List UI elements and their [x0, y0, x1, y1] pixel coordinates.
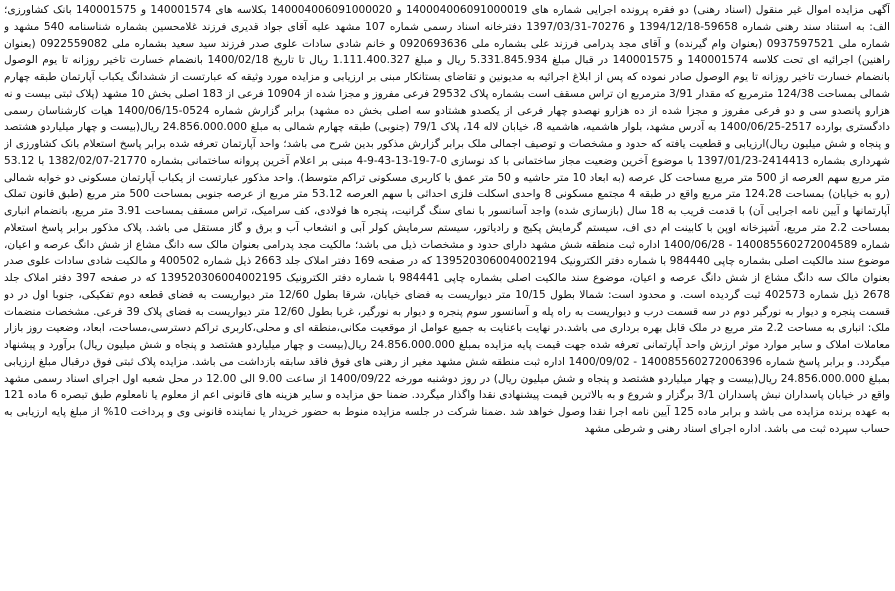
auction-notice-text: آگهی مزایده اموال غیر منقول (اسناد رهنی) دو فقره پرونده اجرایی شماره های 140004006091000019 و 140004006091000020 بکلاسه های 140001574 و 140001575 بانک کشاورزی؛ الف: به استناد سند رهنی شماره 59658-1394/12/18 و 70276-1397/03/31 دفترخانه اسناد رسمی شماره 107 مشهد علیه آقای جواد قدیری فرزند غلامحسین بشماره شناسنامه 540 مشهد و شماره ملی 0937597521 (بعنوان وام گیرنده) و آقای مجد پدرامی فرزند علی بشماره ملی 0920693636 و خانم شادی سادات علوی صدر فرزند سید سعید بشماره ملی 0922559082 (بعنوان راهنین) اجرائیه ای تحت کلاسه 140001574 و 140001575 در قبال مبلغ 5.331.845.934 ریال و مبلغ 1.111.400.327 ریال تا تاریخ 1400/02/18 بانضمام خسارت تاخیر روزانه تا یوم الوصول بانضمام خسارت تاخیر روزانه تا یوم الوصول صادر نموده که پس از ابلاغ اجرائیه به مدیونین و تقاضای بستانکار مبنی بر ارزیابی و مزایده مورد وثیقه که عبارتست از ششدانگ یکباب آپارتمان طبقه چهارم شمالی بمساحت 124/38 مترمربع که مقدار 3/91 مترمربع ان تراس مسقف است بشماره پلاک 29532 فرعی مفروز و مجزا شده از 10904 فرعی از 183 اصلی بخش 10 مشهد (پلاک ثبتی بیست و نه هزارو پانصدو سی و دو فرعی مفروز و مجزا شده از ده هزارو نهصدو چهار فرعی از یکصدو هشتادو سه اصلی بخش ده مشهد) برابر گزارش شماره 0524-1400/06/15 هیات کارشناسان رسمی دادگستری بوارده 2517-1400/06/25 به آدرس مشهد، بلوار هاشمیه، هاشمیه 8، خیابان لاله 14، پلاک 79/1 (جنوبی) طبقه چهارم شمالی به مبلغ 24.856.000.000 ریال(بیست و چهار میلیاردو هشتصد و پنجاه و شش میلیون ریال)ارزیابی و قطعیت یافته که حدود و مشخصات و توصیف اجمالی ملک برابر گزارش مذکور بدین شرح می باشد؛ واحد آپارتمان تعرفه شده برابر پاسخ استعلام بانک کشاورزی از شهرداری بشماره 2414413-1397/01/23 با موضوع آخرین وضعیت مجاز ساختمانی با کد نوسازی 0-7-19-13-43-9-4 مبنی بر اعلام آخرین پروانه ساختمانی بشماره 21770-1382/02/07 با 53.12 متر مربع سهم العرصه از 500 متر مربع مساحت کل عرصه (به ابعاد 10 متر حاشیه و 50 متر عمق با کاربری مسکونی تراکم متوسط). واحد مذکور عبارتست از یکباب آپارتمان مسکونی دو خوابه شمالی (رو به خیابان) بمساحت 124.28 متر مربع واقع در طبقه 4 مجتمع مسکونی 8 واحدی اسکلت فلزی احداثی با سهم العرصه 53.12 متر مربع از عرصه جنوبی بمساحت 500 متر مربع (طبق قانون تملک آپارتمانها و آیین نامه اجرایی آن) با قدمت قریب به 18 سال (بازسازی شده) واجد آسانسور با نمای سنگ گرانیت، پنجره ها فولادی، کف سرامیک، تراس مسقف بمساحت 3.91 متر مربع، بانضمام انباری بمساحت 2.2 متر مربع، آشپزخانه اوپن با کابینت ام دی اف، سیستم گرمایش پکیج و رادیاتور، سیستم سرمایش کولر آبی و انشعاب آب و برق و گاز مستقل می باشد. پلاک مذکور برابر پاسخ استعلام شماره 140085560272004589 - 1400/06/28 اداره ثبت منطقه شش مشهد دارای حدود و مشخصات ذیل می باشد؛ مالکیت مجد پدرامی بعنوان مالک سه دانگ مشاع از شش دانگ عرصه و اعیان، موضوع سند مالکیت اصلی بشماره چاپی 984440 با شماره دفتر الکترونیک 139520306004002194 که در صفحه 169 دفتر املاک جلد 2663 ذیل شماره 400502 و مالکیت شادی سادات علوی صدر بعنوان مالک سه دانگ مشاع از شش دانگ عرصه و اعیان، موضوع سند مالکیت اصلی بشماره چاپی 984441 با شماره دفتر الکترونیک 139520306004002195 که در صفحه 397 دفتر املاک جلد 2678 ذیل شماره 402573 ثبت گردیده است. و محدود است: شمالا بطول 10/15 متر دیواریست به فضای خیابان، شرقا بطول 12/60 متر دیواریست به فضای قطعه دوم تفکیکی، جنوبا اول در دو قسمت پنجره و دیوار به نورگیر دوم در سه قسمت درب و دیواریست به راه پله و آسانسور سوم پنجره و دیوار به نورگیر، غربا بطول 12/60 متر دیواریست به فضای پلاک 39 فرعی. مشخصات منضمات ملک: انباری به مساحت 2.2 متر مربع در ملک قابل بهره برداری می باشد.در نهایت باعنایت به جمیع عوامل از موقعیت مکانی،منطقه ای و محلی،کاربری تراکم دسترسی،مساحت، ابعاد، وضعیت روز بازار معاملات املاک و سایر موارد موثر ارزش واحد آپارتمانی تعرفه شده جهت قیمت پایه مزایده بمبلغ 24.856.000.000 ریال(بیست و چهار میلیاردو هشتصد و پنجاه و شش میلیون ریال) برآورد و پیشنهاد میگردد. و برابر پاسخ شماره 140085560272006396 - 1400/09/02 اداره ثبت منطقه شش مشهد مغیر از رهنی های فوق فاقد سابقه بازداشت می باشد. مزایده پلاک ثبتی فوق درقبال مبلغ ارزیابی بمبلغ 24.856.000.000 ریال(بیست و چهار میلیاردو هشتصد و پنجاه و شش میلیون ریال) در روز دوشنبه مورخه 1400/09/22 از ساعت 9.00 الی 12.00 در محل شعبه اول اجرای اسناد رسمی مشهد واقع در خیابان پاسداران نبش پاسداران 3/1 برگزار و شروع و به بالاترین قیمت پیشنهادی نقدا واگذار میگردد. ضمنا حق مزایده و سایر هزینه های قانونی اعم از معلوم یا نامعلوم طبق تبصره 6 ماده 121 به عهده برنده مزایده می باشد و برابر ماده 125 آیین نامه اجرا نقدا وصول خواهد شد .ضمنا شرکت در جلسه مزایده منوط به حضور خریدار یا نماینده قانونی وی و پرداخت 10% از مبلغ پایه ارزیابی به حساب سپرده ثبت می باشد. اداره اجرای اسناد رهنی و شرطی مشهد: [4, 4, 890, 435]
